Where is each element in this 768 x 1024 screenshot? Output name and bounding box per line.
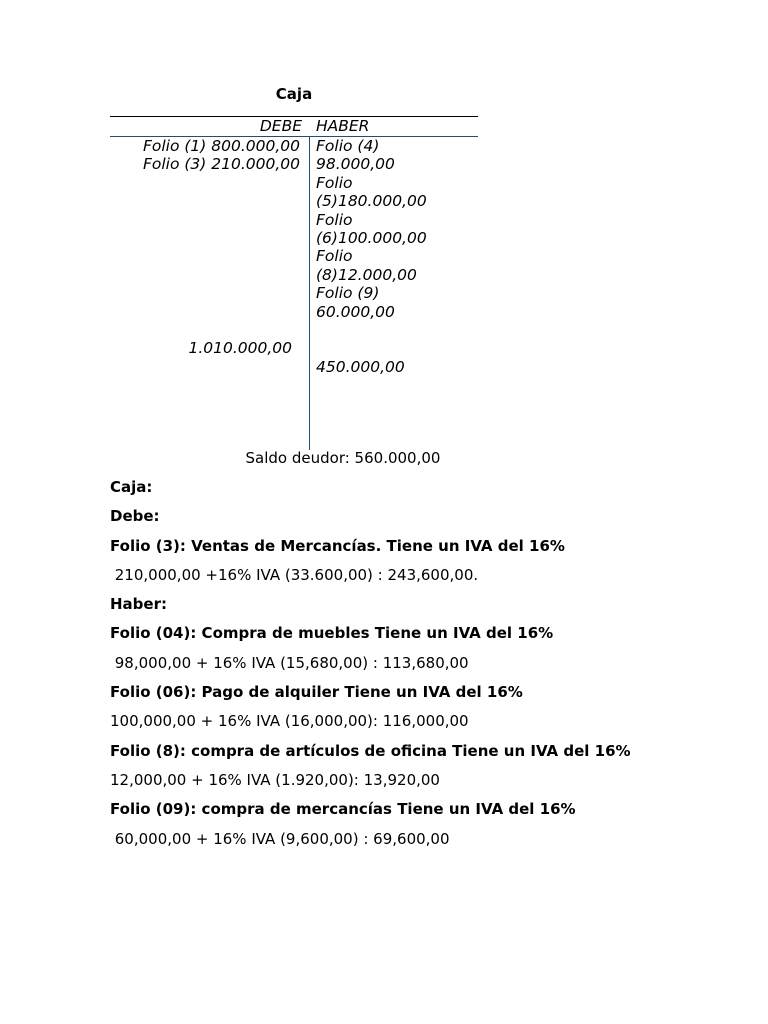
note-line: 100,000,00 + 16% IVA (16,000,00): 116,000,00 [110, 712, 469, 731]
saldo-deudor: Saldo deudor: 560.000,00 [245, 449, 441, 467]
haber-entry: (5)180.000,00 [316, 192, 427, 211]
note-line: 210,000,00 +16% IVA (33.600,00) : 243,600,00. [110, 565, 479, 584]
haber-entry: (8)12.000,00 [316, 265, 417, 284]
note-line: Haber: [110, 595, 167, 614]
note-line: Folio (06): Pago de alquiler Tiene un IVA del 16% [110, 683, 523, 702]
debe-entry: Folio (3) 210.000,00 [142, 155, 300, 174]
note-line: 12,000,00 + 16% IVA (1.920,00): 13,920,00 [110, 770, 440, 789]
haber-entry: Folio (9) [316, 284, 380, 303]
note-line: Debe: [110, 507, 160, 526]
debe-entries [110, 137, 300, 174]
haber-entry: 60.000,00 [316, 302, 395, 321]
note-line: 98,000,00 + 16% IVA (15,680,00) : 113,680,00 [110, 653, 469, 672]
haber-header: HABER [316, 117, 370, 135]
note-line: Folio (09): compra de mercancías Tiene un IVA del 16% [110, 800, 576, 819]
debe-header: DEBE [259, 117, 302, 135]
debe-total: 1.010.000,00 [188, 339, 292, 357]
note-line: Folio (8): compra de artículos de oficina Tiene un IVA del 16% [110, 741, 631, 760]
note-line: 60,000,00 + 16% IVA (9,600,00) : 69,600,00 [110, 829, 450, 848]
t-account-title: Caja [275, 85, 313, 103]
haber-total: 450.000,00 [316, 358, 405, 376]
note-line: Folio (04): Compra de muebles Tiene un IVA del 16% [110, 624, 554, 643]
iva-notes [110, 477, 631, 858]
haber-entry: Folio (4) [316, 137, 380, 155]
haber-entry: Folio [316, 173, 353, 192]
haber-entry: (6)100.000,00 [316, 229, 427, 248]
haber-entry: Folio [316, 210, 353, 229]
haber-entries [316, 137, 427, 321]
t-account-divider [309, 136, 310, 450]
note-line: Caja: [110, 478, 153, 496]
note-line: Folio (3): Ventas de Mercancías. Tiene un IVA del 16% [110, 536, 565, 555]
debe-entry: Folio (1) 800.000,00 [142, 137, 300, 155]
haber-entry: Folio [316, 247, 353, 266]
haber-entry: 98.000,00 [316, 155, 395, 174]
